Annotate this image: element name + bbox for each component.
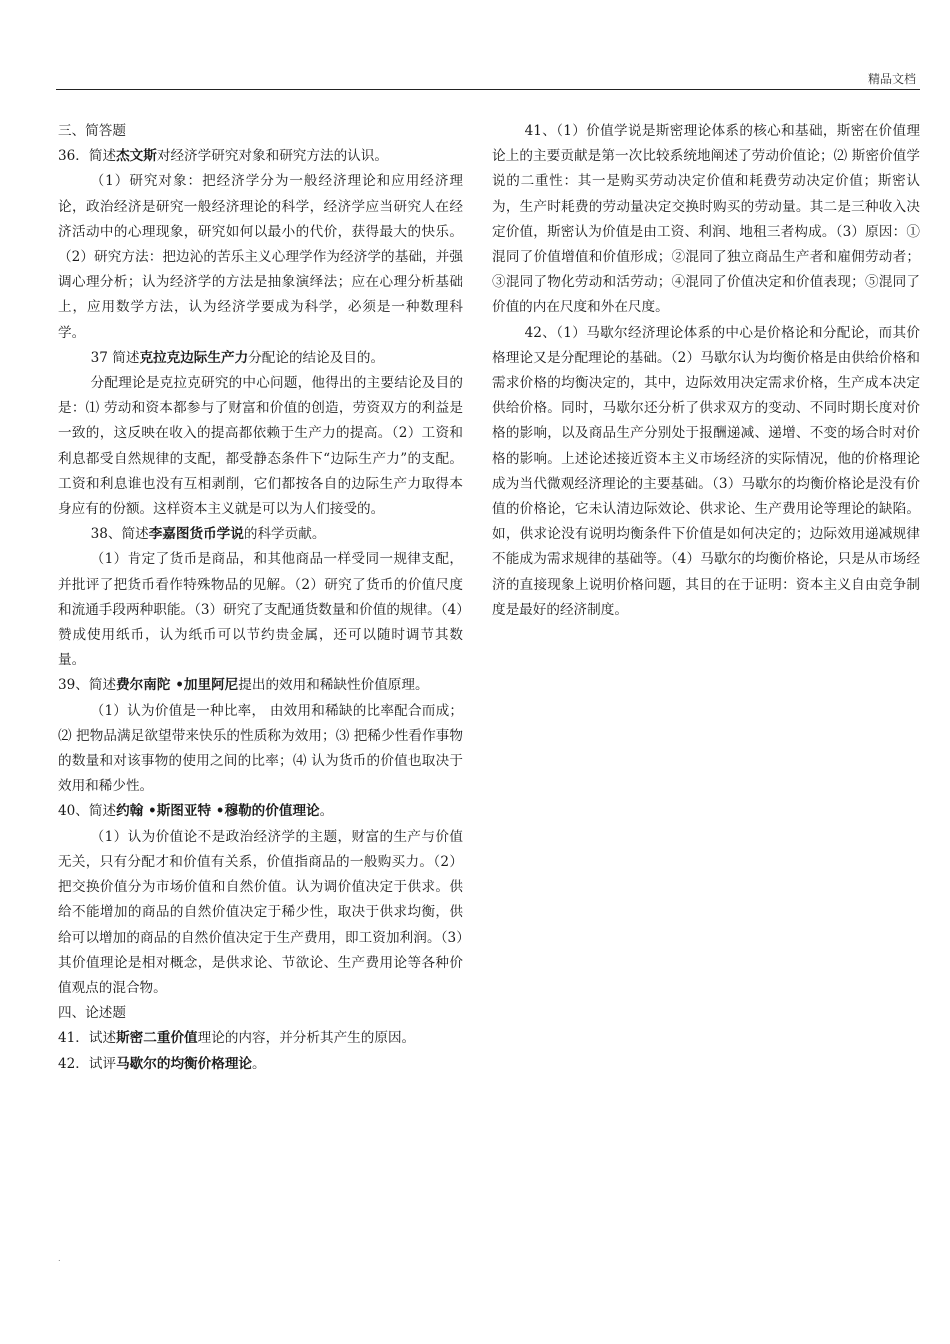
header-rule — [56, 89, 920, 90]
left-column — [58, 119, 463, 1077]
answer-39: （1）认为价值是一种比率， 由效用和稀缺的比率配合而成；⑵ 把物品满足欲望带来快乐的性质称为效用；⑶ 把稀少性看作事物的数量和对该事物的使用之间的比率；⑷ 认为货币的价值也取决于效用和稀少性。 — [58, 702, 463, 795]
question-38-prefix: 38、简述 — [90, 526, 149, 543]
answer-42: 42、（1）马歇尔经济理论体系的中心是价格论和分配论，而其价格理论又是分配理论的基础。（2）马歇尔认为均衡价格是由供给价格和需求价格的均衡决定的，其中，边际效用决定需求价格，生产成本决定供给价格。同时，马歇尔还分析了供求双方的变动、不同时期长度对价格的影响，以及商品生产分别处于报酬递减、递增、不变的场合时对价格的影响。上述论述接近资本主义市场经济的实际情况，他的价格理论成为当代微观经济理论的主要基础。（3）马歇尔的均衡价格论是没有价值的价格论，它未认清边际效论、供求论、生产费用论等理论的缺陷。如，供求论没有说明均衡条件下价值是如何决定的；边际效用递减规律不能成为需求规律的基础等。（4）马歇尔的均衡价格论，只是从市场经济的直接现象上说明价格问题，其目的在于证明：资本主义自由竞争制度是最好的经济制度。 — [492, 324, 920, 618]
question-41 — [58, 1026, 463, 1051]
section-title-short-answer: 三、简答题 — [58, 123, 126, 139]
question-42-prefix: 42．试评 — [58, 1055, 117, 1072]
question-41-prefix: 41．试述 — [58, 1030, 117, 1047]
question-39-suffix: 提出的效用和稀缺性价值原理。 — [238, 677, 429, 694]
question-37-keyword: 克拉克边际生产力 — [139, 349, 249, 366]
answer-37: 分配理论是克拉克研究的中心问题，他得出的主要结论及目的是：⑴ 劳动和资本都参与了财富和价值的创造，劳资双方的利益是一致的，这反映在收入的提高都依赖于生产力的提高。（2）工资和利息都受自然规律的支配，都受静态条件下“边际生产力”的支配。工资和利息谁也没有互相剥削，它们都按各自的边际生产力取得本身应有的份额。这样资本主义就是可以为人们接受的。 — [58, 375, 463, 518]
question-42-suffix: 。 — [252, 1055, 266, 1072]
question-36 — [58, 144, 463, 169]
answer-41: 41、（1）价值学说是斯密理论体系的核心和基础，斯密在价值理论上的主要贡献是第一次比较系统地阐述了劳动价值论；⑵ 斯密价值学说的二重性：其一是购买劳动决定价值和耗费劳动决定价值；斯密认为，生产时耗费的劳动量决定交换时购买的劳动量。其二是三种收入决定价值，斯密认为价值是由工资、利润、地租三者构成。（3）原因：①混同了价值增值和价值形成；②混同了独立商品生产者和雇佣劳动者；③混同了物化劳动和活劳动；④混同了价值决定和价值表现；⑤混同了价值的内在尺度和外在尺度。 — [492, 123, 920, 316]
question-41-keyword: 斯密二重价值 — [116, 1030, 198, 1047]
header-label: 精品文档 — [867, 72, 916, 86]
question-40-prefix: 40、简述 — [58, 803, 117, 820]
right-column — [492, 119, 920, 623]
question-37-suffix: 分配论的结论及目的。 — [248, 349, 385, 366]
question-39-prefix: 39、简述 — [58, 677, 117, 694]
question-42 — [58, 1052, 463, 1077]
answer-36: （1）研究对象：把经济学分为一般经济理论和应用经济理论，政治经济是研究一般经济理论的科学，经济学应当研究人在经济活动中的心理现象，研究如何以最小的代价，获得最大的快乐。（2）研究方法：把边沁的苦乐主义心理学作为经济学的基础，并强调心理分析；认为经济学的方法是抽象演绎法；应在心理分析基础上，应用数学方法，认为经济学要成为科学，必须是一种数理科学。 — [58, 173, 463, 341]
question-37-prefix: 37 简述 — [90, 349, 140, 366]
question-36-keyword: 杰文斯 — [116, 148, 157, 165]
question-38 — [58, 522, 463, 547]
question-38-suffix: 的科学贡献。 — [243, 526, 326, 543]
question-39 — [58, 673, 463, 698]
answer-40: （1）认为价值论不是政治经济学的主题，财富的生产与价值无关，只有分配才和价值有关系，价值指商品的一般购买力。（2）把交换价值分为市场价值和自然价值。认为调价值决定于供求。供给不能增加的商品的自然价值决定于稀少性，取决于供求均衡，供给可以增加的商品的自然价值决定于生产费用，即工资加利润。（3）其价值理论是相对概念，是供求论、节欲论、生产费用论等各种价值观点的混合物。 — [58, 828, 463, 996]
question-36-prefix: 36．简述 — [58, 148, 117, 165]
answer-38: （1）肯定了货币是商品，和其他商品一样受同一规律支配，并批评了把货币看作特殊物品的见解。（2）研究了货币的价值尺度和流通手段两种职能。（3）研究了支配通货数量和价值的规律。（4）赞成使用纸币，认为纸币可以节约贵金属，还可以随时调节其数量。 — [58, 551, 463, 669]
question-40-suffix: 。 — [319, 803, 334, 820]
question-38-keyword: 李嘉图货币学说 — [148, 526, 244, 543]
section-title-essay: 四、论述题 — [58, 1005, 126, 1022]
question-37 — [58, 346, 463, 371]
footer-mark: . — [58, 1254, 61, 1263]
question-40 — [58, 799, 463, 824]
question-41-suffix: 理论的内容，并分析其产生的原因。 — [197, 1030, 416, 1047]
question-36-suffix: 对经济学研究对象和研究方法的认识。 — [156, 148, 388, 165]
question-40-keyword: 约翰 •斯图亚特 •穆勒的价值理论 — [116, 803, 320, 820]
question-39-keyword: 费尔南陀 •加里阿尼 — [116, 677, 239, 694]
question-42-keyword: 马歇尔的均衡价格理论 — [116, 1055, 253, 1072]
